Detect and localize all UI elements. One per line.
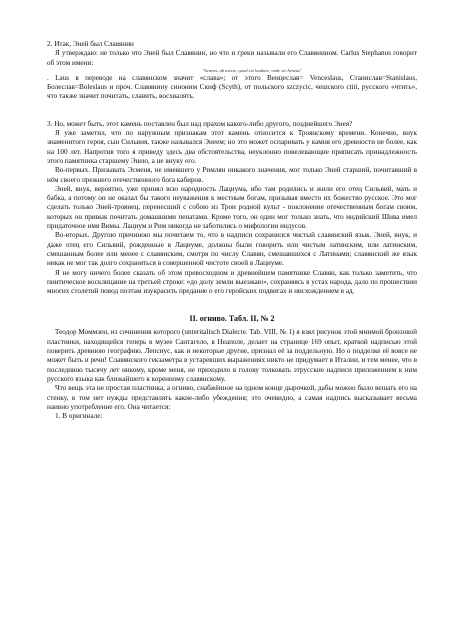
- paragraph: Что вещь эта не простая пластинка, а огниво, снабжённое на одном конце дырочкой, дабы можно было вешать его на стенку, в том нет нужды представлять какие-либо убеждения; это очевидно, а самая надпись высказывает весьма наивно употребление его. Она читается:: [47, 384, 417, 411]
- document-page: [47, 40, 417, 421]
- paragraph: 3. Но, может быть, этот камень поставлен был над прахом какого-либо другого, позднейшего Энея?: [47, 119, 353, 128]
- paragraph: Я не могу ничего более сказать об этом превосходном и древнейшем памятнике Славян, как только заметить, что пиитическое восклицание на третьей строке: «до долу земли выезжаю», сохраняясь в устах народа, дало по прошествии многих столетий повод поэтам изукрасить предание о его геройских подвигах и нисхождением в ад.: [47, 268, 417, 296]
- paragraph: 1. В оригинале:: [55, 412, 103, 421]
- spacer: [47, 102, 417, 120]
- spacer: [47, 296, 417, 314]
- latin-quote: "Aeneas, ab αινειν, quod est laudare, unde sit Aeneas": [201, 67, 303, 73]
- paragraph: Во-первых. Призывать Эсменя, не имевшего у Римлян никакого значения, мог только Эней старший, почитавший в нём своего прежнего отечественного бога кабиров.: [47, 166, 417, 184]
- paragraph: Эней, внук, вероятно, уже принял всю народность Лациума, ибо там родились и жили его отец Сильвий, мать и бабка, а потому он не оказал бы такого неуважения к местным богам, призывая вместо их божество русское. Это мог сделать только Эней-троянец, перенесший с собою из Трои родной культ - поклонение отечественным богам своим, которых он привык почитать домашними пенатами. Кроме того, он один мог только знать, что индийский Шива имел придаточное имя Вимы. Лациум и Рим никогда не заботились о мифологии индусов.: [47, 184, 417, 231]
- section-title: 2. Итак, Эней был Славянин: [47, 40, 134, 48]
- paragraph: Я уже заметил, что по наружным признакам этот камень относится к Троянскому времени. Конечно, внук знаменитого героя, сын Сильвия, также назывался Энеем; но это может оспаривать у камня его древности не более, как на 100 лет. Напротив того я приведу здесь два обстоятельства, неуклонно повелевающие приписать принадлежность этого памятника старшему Энею, а не внуку его.: [47, 129, 417, 165]
- section-heading: II. огниво. Табл. II, № 2: [189, 314, 275, 324]
- paragraph: . Laus в переводе на славянском значит «слава»; от этого Венцеслав= Venceslaus, Станислав=Stanislaus, Болеслав=Boleslaus и проч. Славянину синоним Скиф (Scyth), от польского szczycic, чешского ctiti, русского «чтить», что также значит почитать, славить, восхвалять.: [47, 73, 417, 101]
- paragraph: Я утверждаю: не только что Эней был Славянин, но что и греки называли его Славянином. Carlus Stephanus говорит об этом имени:: [47, 49, 417, 67]
- paragraph: Во-вторых. Другою причиною мы почитаем то, что в надписи сохранился чистый славянский язык. Эней, внук, и даже отец его Сильвий, рожденные в Лациуме, должны были говорить или чистым латинским, или латинским, смешанным более или менее с славянским, смотря по числу Славян, смешавшихся с Латинами; славянский же язык никак не мог так долго сохраняться в совершенной чистоте своей в Лациуме.: [47, 231, 417, 268]
- paragraph: Теодор Моммзен, из сочинения которого (unteritalisch Dialecte. Tab. VIII, № 1) я взял рисунок этой мнимой бронзовой пластинки, находящейся теперь в музее Сантагело, в Неаполе, делает на странице 169 опыт, краткой надписью этой поверить древнюю географию. Лепсиус, как и некоторые другие, признал её за поддельную. Но о подделке её вовсе не может быть и речи! Славянского гекзаметра в устаревших выражениях никто не придумает в Италии, и тем менее, что в последнюю тысячу лет никому, кроме меня, не приходило в голову толковать этрусские надписи приложением к ним русского языка как ближайшего к коренному славянскому.: [47, 328, 417, 383]
